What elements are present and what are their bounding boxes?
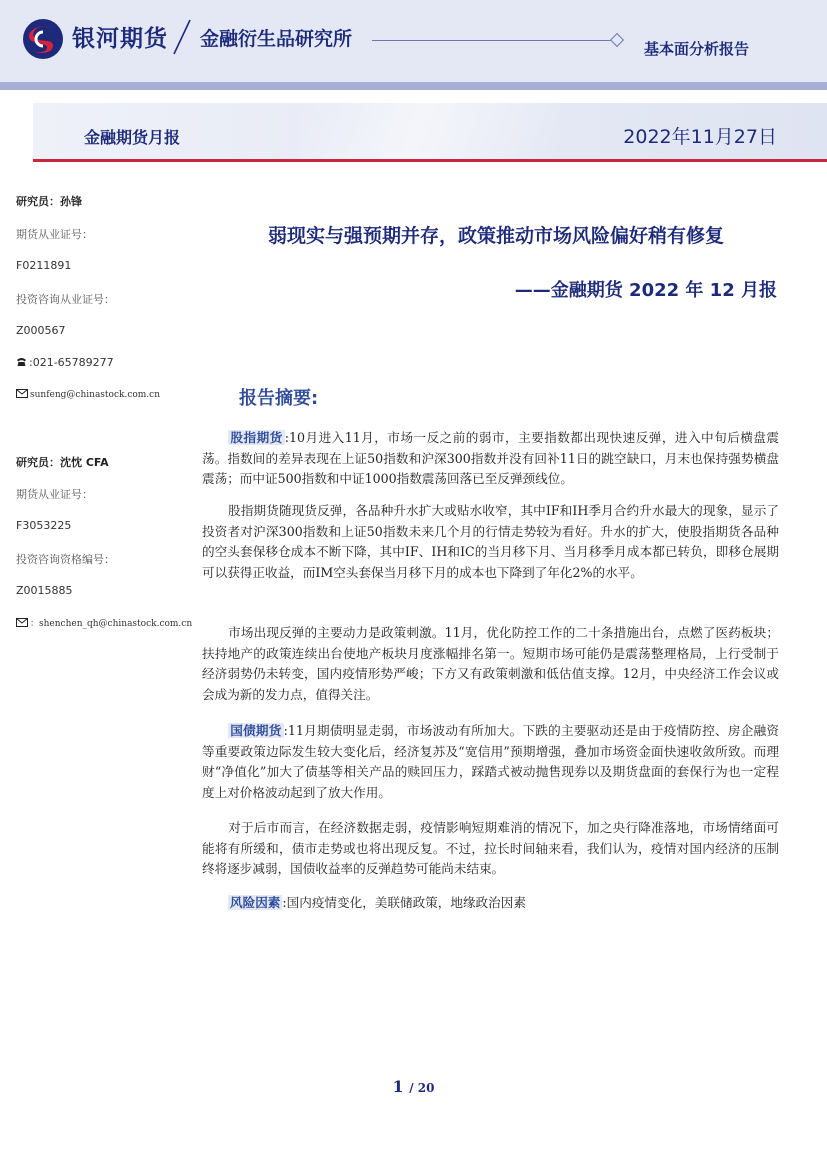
analyst-1-name: 研究员：孙锋 <box>16 195 82 208</box>
total-pages: / 20 <box>409 1081 435 1095</box>
analyst-1-futures-cert-label: 期货从业证号： <box>16 228 93 241</box>
galaxy-futures-logo-icon <box>22 18 64 60</box>
paragraph-label: 股指期货 <box>230 430 283 445</box>
analyst-2-consult-cert-label: 投资咨询资格编号： <box>16 553 115 566</box>
paragraph-text: 10月进入11月，市场一反之前的弱市，主要指数都出现快速反弹，进入中旬后横盘震荡。指数间的差异表现在上证50指数和沪深300指数并没有回补11日的跳空缺口，月末也保持强势横盘震荡；而中证500指数和中证1000指数震荡回落已至反弹颈线位。 <box>202 430 779 487</box>
paragraph-risk: 风险因素 :国内疫情变化，美联储政策，地缘政治因素 <box>230 895 526 910</box>
title-band-sheen <box>300 103 560 160</box>
page-number <box>0 1077 827 1096</box>
analyst-2-email-row <box>16 616 192 629</box>
paragraph-text: 市场出现反弹的主要动力是政策刺激。11月，优化防控工作的二十条措施出台，点燃了医药板块；扶持地产的政策连续出台使地产板块月度涨幅排名第一。短期市场可能仍是震荡整理格局，上行受制于经济弱势仍未转变，国内疫情形势严峻；下方又有政策刺激和低估值支撑。12月，中央经济工作会议或会成为新的发力点，值得关注。 <box>202 625 779 702</box>
paragraph-label: 风险因素 <box>230 895 281 910</box>
analyst-1-phone-row <box>16 356 114 369</box>
paragraph-policy <box>202 623 779 705</box>
report-category: 金融期货月报 <box>84 128 181 147</box>
report-subtitle: ——金融期货 2022 年 12 月报 <box>514 280 777 301</box>
analyst-1-email-row <box>16 389 160 400</box>
paragraph-outlook <box>202 818 779 880</box>
analyst-2-email[interactable]: ：shenchen_qh@chinastock.com.cn <box>30 619 193 629</box>
paragraph-basis <box>202 501 779 583</box>
analyst-2-name: 研究员：沈忱 CFA <box>16 456 109 469</box>
mail-icon <box>16 389 28 398</box>
title-underline <box>33 159 827 162</box>
mail-icon <box>16 618 28 627</box>
current-page: 1 <box>392 1077 404 1096</box>
header-rule <box>372 40 616 41</box>
paragraph-text: 11月期债明显走弱，市场波动有所加大。下跌的主要驱动还是由于疫情防控、房企融资等重要政策边际发生较大变化后，经济复苏及“宽信用”预期增强，叠加市场资金面快速收敛所致。而理财“净值化”加大了债基等相关产品的赎回压力，踩踏式被动抛售现券以及期货盘面的套保行为也一定程度上对价格波动起到了放大作用。 <box>202 723 780 800</box>
paragraph-treasury: 国债期货 :11月期债明显走弱，市场波动有所加大。下跌的主要驱动还是由于疫情防控、房企融资等重要政策边际发生较大变化后，经济复苏及“宽信用”预期增强，叠加市场资金面快速收敛所致。而理财“净值化”加大了债基等相关产品的赎回压力，踩踏式被动抛售现券以及期货盘面的套保行为也一定程度上对价格波动起到了放大作用。 <box>202 723 780 800</box>
paragraph-stock-index: 股指期货 :10月进入11月，市场一反之前的弱市，主要指数都出现快速反弹，进入中旬后横盘震荡。指数间的差异表现在上证50指数和沪深300指数并没有回补11日的跳空缺口，月末也保持强势横盘震荡；而中证500指数和中证1000指数震荡回落已至反弹颈线位。 <box>202 430 779 487</box>
header-stripe <box>0 82 827 90</box>
report-date: 2022年11月27日 <box>623 126 777 148</box>
analyst-2-consult-cert: Z0015885 <box>16 584 73 597</box>
brand-name: 银河期货 <box>72 26 168 52</box>
paragraph-text: 国内疫情变化，美联储政策，地缘政治因素 <box>286 895 526 910</box>
phone-icon <box>16 357 27 367</box>
analyst-1-email[interactable]: sunfeng@chinastock.com.cn <box>30 390 161 400</box>
analyst-2-futures-cert: F3053225 <box>16 519 72 532</box>
paragraph-text: 股指期货随现货反弹，各品种升水扩大或贴水收窄，其中IF和IH季月合约升水最大的现象，显示了投资者对沪深300指数和上证50指数未来几个月的行情走势较为看好。升水的扩大，使股指期货各品种的空头套保移仓成本不断下降，其中IF、IH和IC的当月移下月、当月移季月成本都已转负，即移仓展期可以获得正收益，而IM空头套保当月移下月的成本也下降到了年化2%的水平。 <box>202 503 779 580</box>
analyst-2-futures-cert-label: 期货从业证号： <box>16 488 93 501</box>
report-type: 基本面分析报告 <box>644 40 750 58</box>
divider-slash <box>170 18 194 56</box>
analyst-1-futures-cert: F0211891 <box>16 259 72 272</box>
summary-heading: 报告摘要: <box>239 388 319 409</box>
paragraph-text: 对于后市而言，在经济数据走弱，疫情影响短期难消的情况下，加之央行降准落地，市场情绪面可能将有所缓和，债市走势或也将出现反复。不过，拉长时间轴来看，我们认为，疫情对国内经济的压制终将逐步减弱，国债收益率的反弹趋势可能尚未结束。 <box>202 820 779 877</box>
institute-name: 金融衍生品研究所 <box>200 28 353 50</box>
paragraph-label: 国债期货 <box>230 723 282 738</box>
report-title: 弱现实与强预期并存，政策推动市场风险偏好稍有修复 <box>268 225 725 247</box>
analyst-1-phone: :021-65789277 <box>29 356 114 369</box>
analyst-1-consult-cert: Z000567 <box>16 324 66 337</box>
analyst-1-consult-cert-label: 投资咨询从业证号： <box>16 293 115 306</box>
